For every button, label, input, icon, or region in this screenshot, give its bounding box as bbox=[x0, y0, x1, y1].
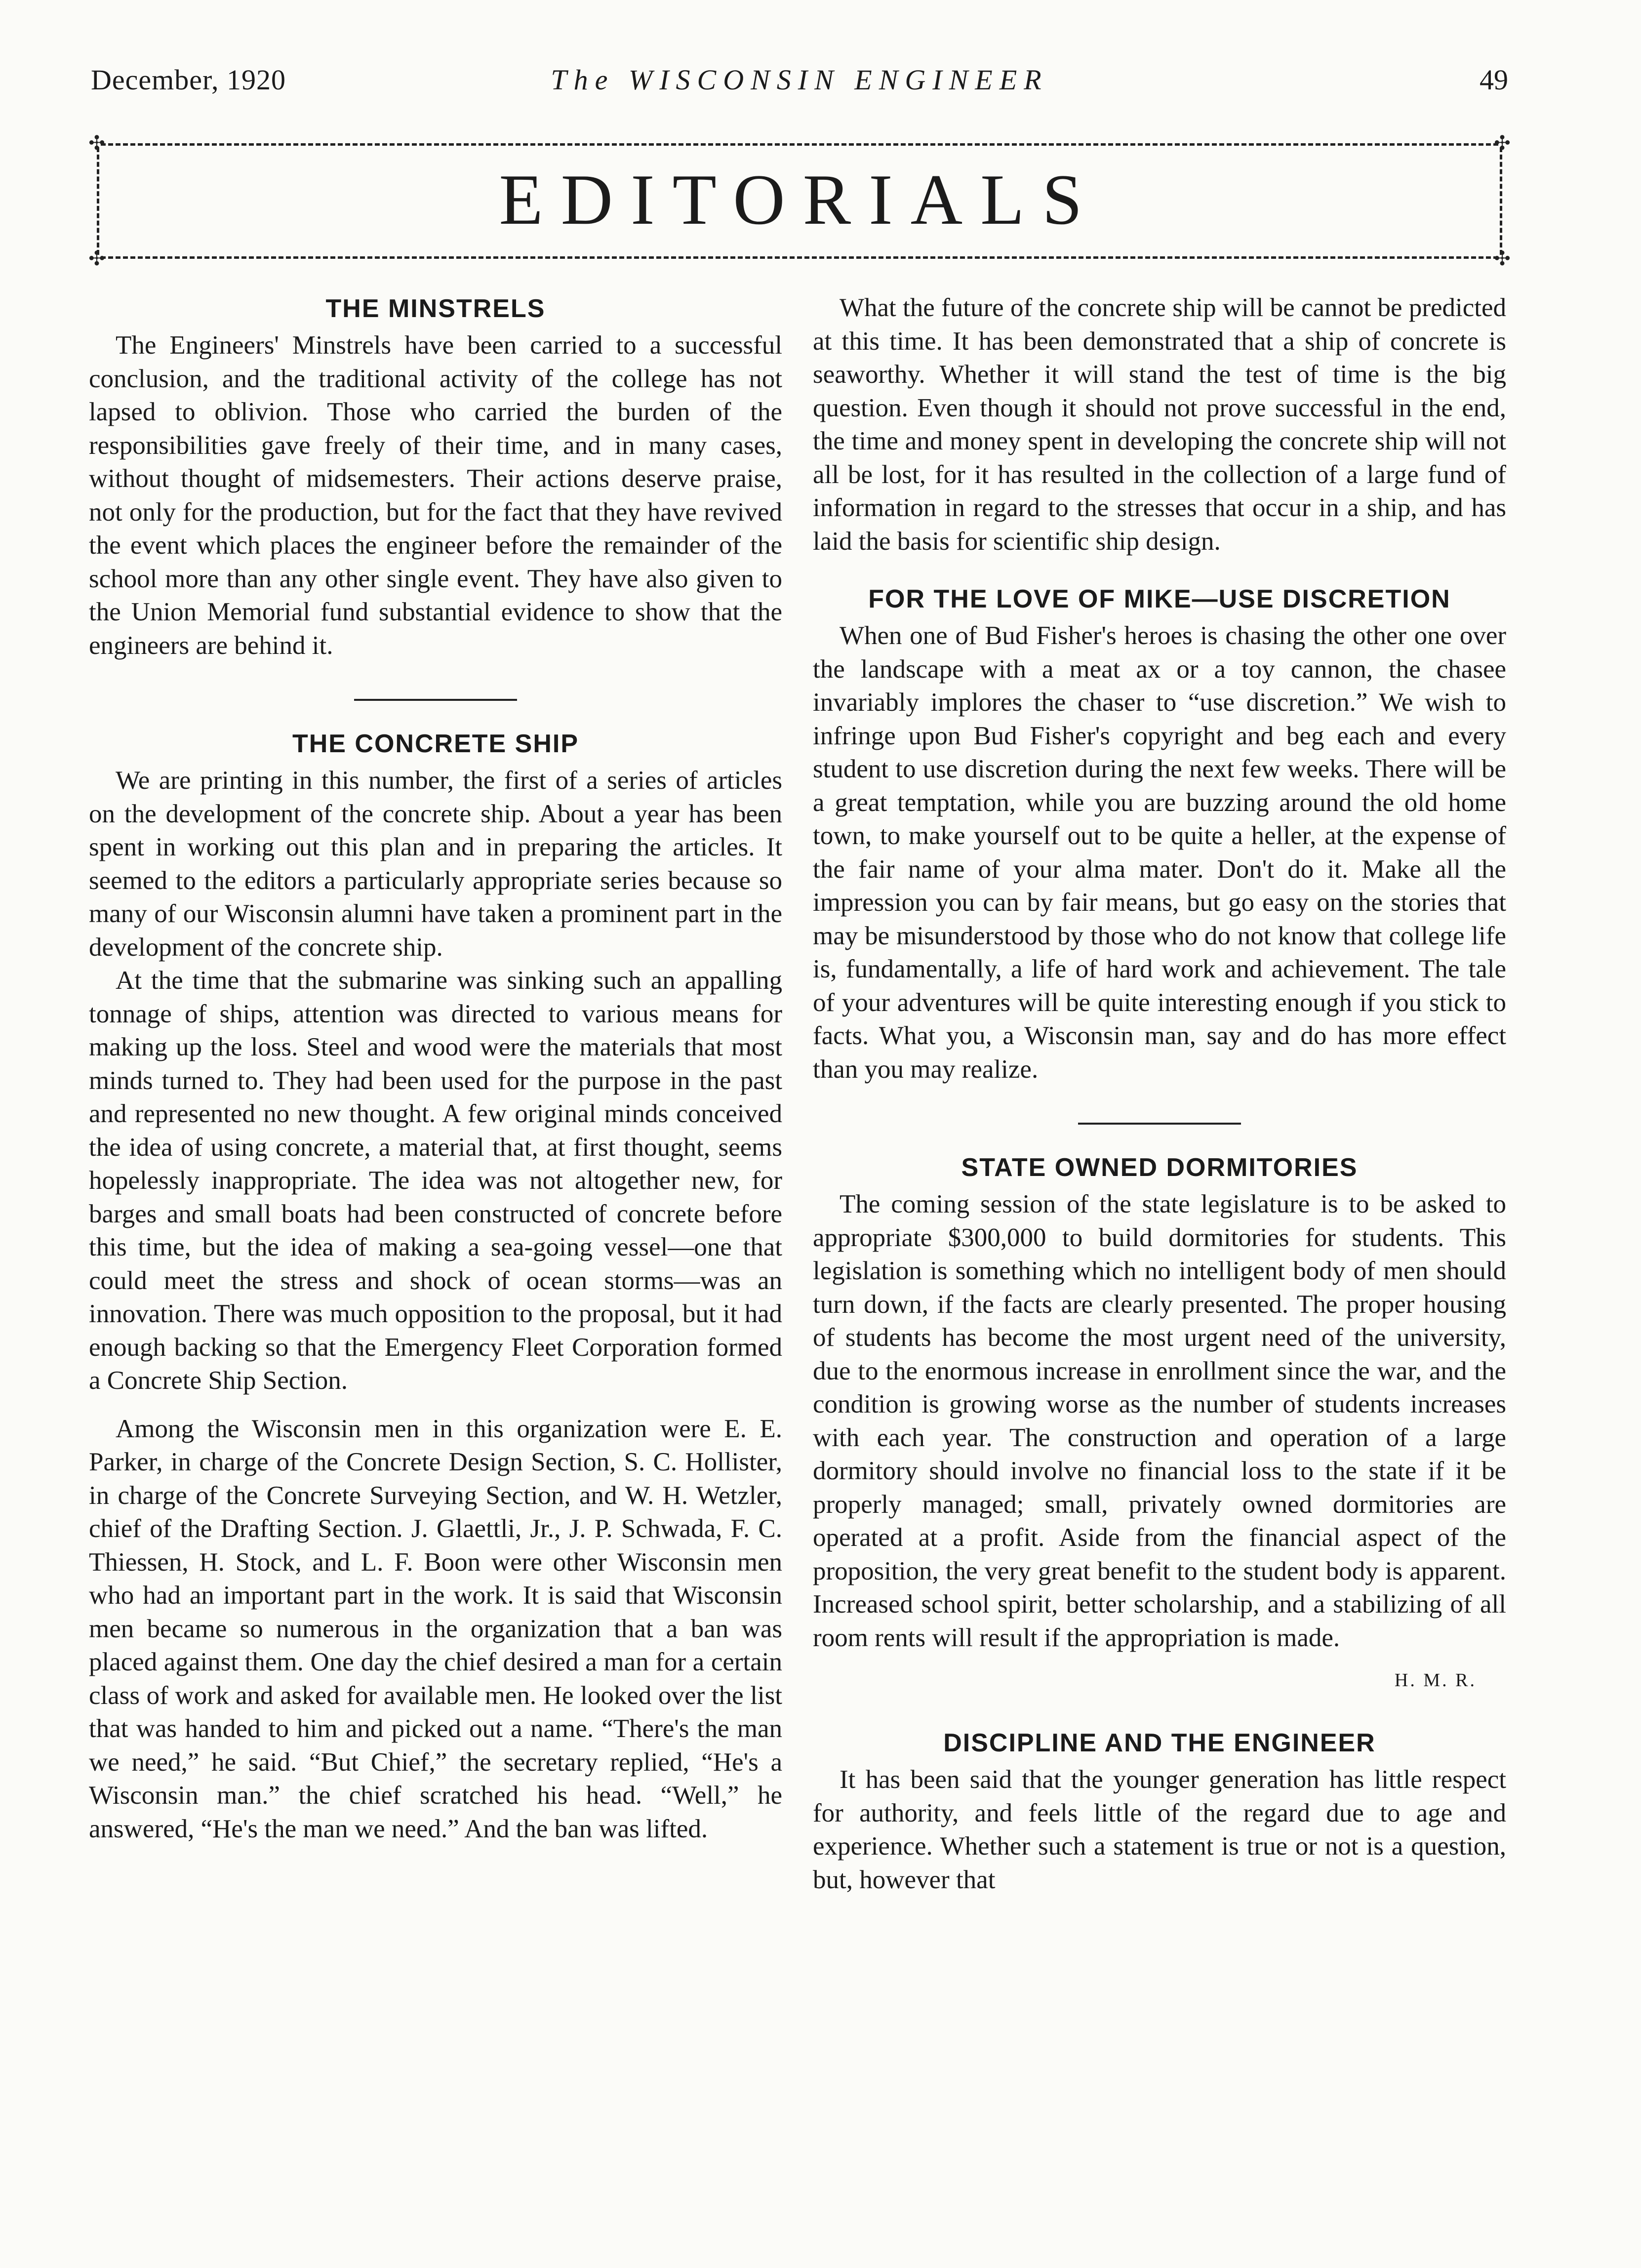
article-paragraph: We are printing in this number, the first of a series of articles on the development of the concrete ship. About a year has been spent in working out this plan and in preparing the articles. It seemed to the editors a particularly appropriate series because so many of our Wisconsin alumni have taken a prominent part in the development of the concrete ship. bbox=[89, 766, 782, 962]
paragraph-gap bbox=[89, 1398, 782, 1413]
article-paragraph: When one of Bud Fisher's heroes is chasing the other one over the landscape with a meat ax or a toy cannon, the chasee invariably implores the chaser to “use discretion.” We wish to infringe upon Bud Fisher's copyright and beg each and every student to use discretion during the next few weeks. There will be a great temptation, while you are buzzing around the old home town, to make yourself out to be quite a heller, at the expense of the fair name of your alma mater. Don't do it. Make all the impression you can by fair means, but go easy on the stories that may be misunderstood by those who do not know that college life is, fundamentally, a life of hard work and achievement. The tale of your adventures will be quite interesting enough if you stick to facts. What you, a Wisconsin man, say and do has more effect than you may realize. bbox=[813, 621, 1506, 1084]
issue-date: December, 1920 bbox=[91, 64, 286, 96]
editorials-banner bbox=[88, 132, 1511, 270]
journal-title: The WISCONSIN ENGINEER bbox=[551, 64, 1048, 96]
article-heading: STATE OWNED DORMITORIES bbox=[961, 1153, 1358, 1182]
banner-rule-top bbox=[101, 143, 1498, 146]
ornament-icon: ✣ bbox=[1494, 132, 1511, 154]
article-minstrels bbox=[89, 291, 782, 662]
article-heading: THE CONCRETE SHIP bbox=[292, 729, 579, 758]
section-title: EDITORIALS bbox=[499, 160, 1100, 240]
article-paragraph: What the future of the concrete ship will be cannot be predicted at this time. It has been demonstrated that a ship of concrete is seaworthy. Whether it will stand the test of time is the big question. Even though it should not prove successful in the end, the time and money spent in developing the concrete ship will not all be lost, for it has resulted in the collection of a large fund of information in regard to the stresses that occur in a ship, and has laid the basis for scientific ship design. bbox=[813, 293, 1506, 556]
ornament-icon: ✣ bbox=[1494, 247, 1511, 270]
article-heading: THE MINSTRELS bbox=[325, 294, 546, 323]
paragraph-gap bbox=[813, 1695, 1506, 1726]
section-divider bbox=[354, 699, 517, 701]
article-discipline bbox=[813, 1726, 1506, 1897]
banner-rule-bottom bbox=[101, 256, 1498, 259]
left-column bbox=[89, 291, 782, 1846]
page-number: 49 bbox=[1480, 64, 1508, 96]
right-column bbox=[813, 291, 1506, 1897]
ornament-icon: ✣ bbox=[88, 247, 105, 270]
article-paragraph: The coming session of the state legislature is to be asked to appropriate $300,000 to build dormitories for students. This legislation is something which no intelligent body of men should turn down, if the facts are clearly presented. The proper housing of students has become the most urgent need of the university, due to the enormous increase in enrollment since the war, and the condition is growing worse as the number of students increases with each year. The construction and operation of a large dormitory should involve no financial loss to the state if it be properly managed; small, privately owned dormitories are operated at a profit. Aside from the financial aspect of the proposition, the very great benefit to the student body is apparent. Increased school spirit, better scholarship, and a stabilizing of all room rents will result if the appropriation is made. bbox=[813, 1190, 1506, 1652]
ornament-icon: ✣ bbox=[88, 132, 105, 154]
running-head bbox=[91, 63, 1508, 103]
section-divider bbox=[1078, 1123, 1241, 1125]
article-heading: DISCIPLINE AND THE ENGINEER bbox=[943, 1729, 1376, 1757]
article-heading: FOR THE LOVE OF MIKE—USE DISCRETION bbox=[868, 585, 1451, 613]
paragraph-gap bbox=[813, 558, 1506, 582]
article-paragraph: Among the Wisconsin men in this organization were E. E. Parker, in charge of the Concrete Design Section, S. C. Hollister, in charge of the Concrete Surveying Section, and W. H. Wetzler, chief of the Drafting Section. J. Glaettli, Jr., J. P. Schwada, F. C. Thiessen, H. Stock, and L. F. Boon were other Wisconsin men who had an important part in the work. It is said that Wisconsin men became so numerous in the organization that a ban was placed against them. One day the chief desired a man for a certain class of work and asked for available men. He looked over the list that was handed to him and picked out a name. “There's the man we need,” he said. “But Chief,” the secretary replied, “He's a Wisconsin man.” the chief scratched his head. “Well,” he answered, “He's the man we need.” And the ban was lifted. bbox=[89, 1414, 782, 1843]
article-dormitories bbox=[813, 1150, 1506, 1695]
article-concrete-ship bbox=[89, 727, 782, 1846]
article-love-of-mike bbox=[813, 582, 1506, 1086]
author-initials: H. M. R. bbox=[1394, 1670, 1477, 1691]
article-paragraph: At the time that the submarine was sinking such an appalling tonnage of ships, attention was directed to various means for making up the loss. Steel and wood were the materials that most minds turned to. They had been used for the purpose in the past and represented no new thought. A few original minds conceived the idea of using concrete, a material that, at first thought, seems hopelessly inappropriate. The idea was not altogether new, for barges and small boats had been constructed of concrete before this time, but the idea of making a sea-going vessel—one that could meet the stress and shock of ocean storms—was an innovation. There was much opposition to the proposal, but it had enough backing so that the Emergency Fleet Corporation formed a Concrete Ship Section. bbox=[89, 966, 782, 1395]
article-paragraph: It has been said that the younger generation has little respect for authority, and feels little of the regard due to age and experience. Whether such a statement is true or not is a question, but, however that bbox=[813, 1765, 1506, 1894]
article-paragraph: The Engineers' Minstrels have been carried to a successful conclusion, and the traditional activity of the college has not lapsed to oblivion. Those who carried the burden of the responsibilities gave freely of their time, and in many cases, without thought of midsemesters. Their actions deserve praise, not only for the production, but for the fact that they have revived the event which places the engineer before the remainder of the school more than any other single event. They have also given to the Union Memorial fund substantial evidence to show that the engineers are behind it. bbox=[89, 331, 782, 660]
